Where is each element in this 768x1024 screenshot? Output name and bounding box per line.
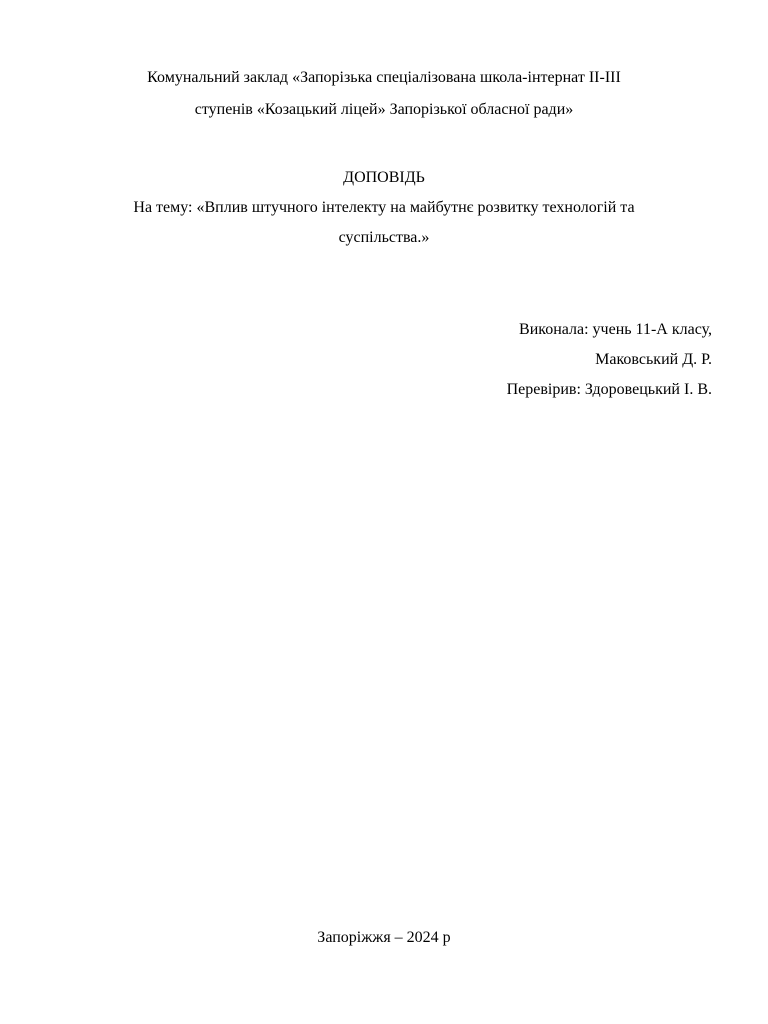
place-year: Запоріжжя – 2024 р: [317, 929, 451, 946]
topic-line-2: суспільства.»: [338, 229, 430, 246]
report-heading: ДОПОВІДЬ: [343, 169, 425, 186]
topic-line-1: На тему: «Вплив штучного інтелекту на майбутнє розвитку технологій та: [133, 199, 635, 216]
checked-by: Перевірив: Здоровецький І. В.: [506, 381, 712, 398]
institution-line-1: Комунальний заклад «Запорізька спеціалізована школа-інтернат ІІ-ІІІ: [147, 69, 621, 86]
institution-line-2: ступенів «Козацький ліцей» Запорізької обласної ради»: [194, 101, 574, 118]
student-name: Маковський Д. Р.: [595, 351, 712, 368]
performed-by: Виконала: учень 11-А класу,: [519, 321, 712, 338]
